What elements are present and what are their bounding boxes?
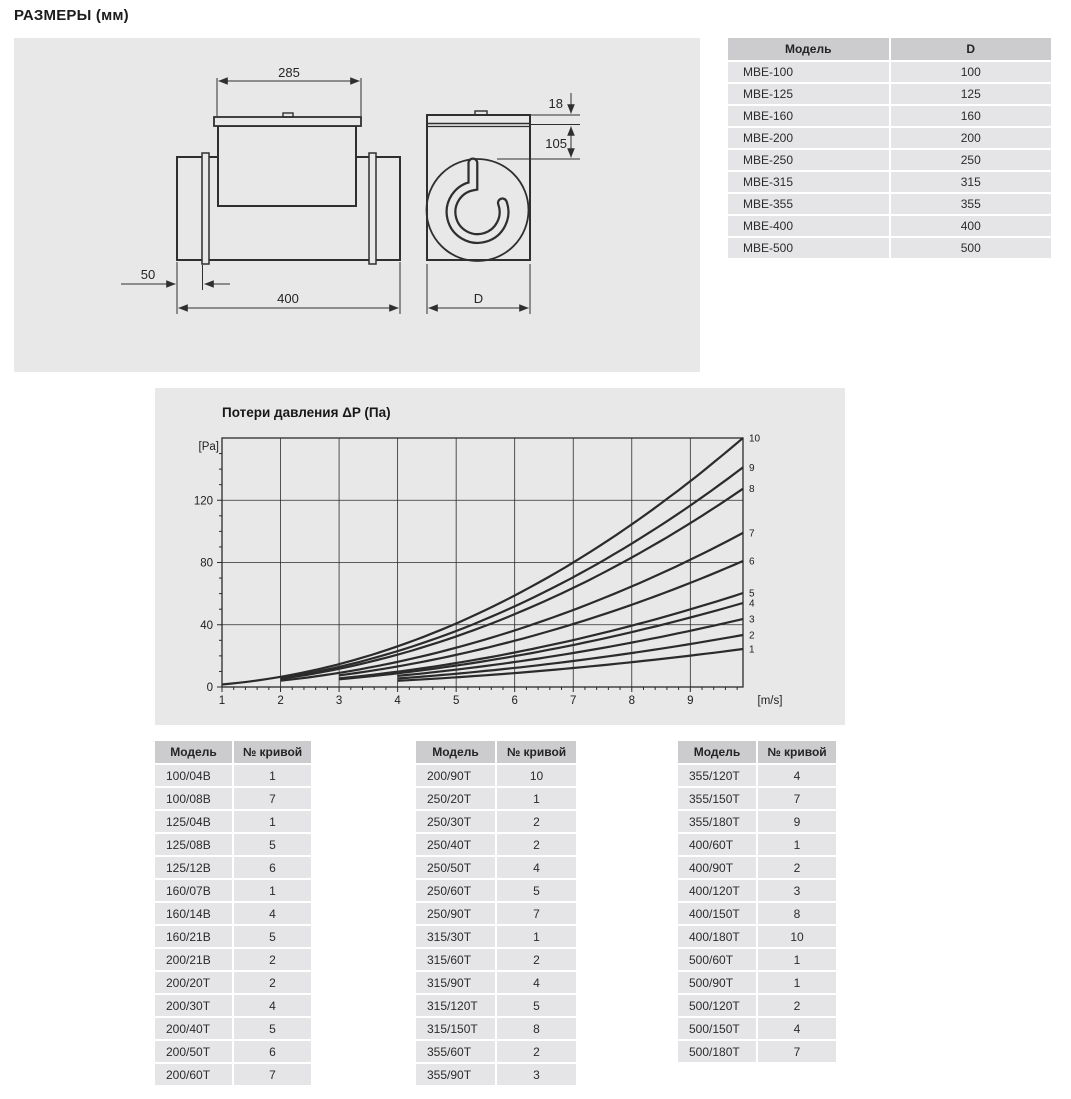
front-view-cover-tab (475, 111, 487, 115)
cell-model: 250/90Т (416, 903, 495, 924)
table-row (155, 972, 311, 993)
cell-value: 200 (891, 128, 1052, 148)
y-tick-label: 80 (200, 557, 213, 570)
cell-value: 100 (891, 62, 1052, 82)
cell-value: 10 (758, 926, 836, 947)
curve-table-right (676, 739, 838, 1064)
x-tick-label: 4 (394, 695, 401, 707)
table-row (416, 1041, 576, 1062)
cell-model: 500/150Т (678, 1018, 756, 1039)
table-row (155, 834, 311, 855)
x-tick-label: 3 (335, 695, 343, 707)
table-row (416, 788, 576, 809)
cell-value: 5 (234, 926, 311, 947)
cell-value: 315 (891, 172, 1052, 192)
cell-value: 1 (234, 811, 311, 832)
table-row (728, 172, 1051, 192)
cell-value: 6 (234, 857, 311, 878)
table-row (416, 765, 576, 786)
cell-model: 250/50Т (416, 857, 495, 878)
curve-label-5: 5 (749, 588, 755, 600)
dim-inset: 50 (140, 267, 156, 282)
cell-value: 4 (234, 995, 311, 1016)
y-tick-label: 40 (200, 619, 213, 632)
curve-table-left (153, 739, 313, 1087)
table-row (728, 84, 1051, 104)
cell-model: МВЕ-250 (728, 150, 889, 170)
table-row (155, 995, 311, 1016)
cell-value: 4 (497, 972, 576, 993)
table-row (416, 903, 576, 924)
column-header: D (891, 38, 1052, 60)
cell-value: 355 (891, 194, 1052, 214)
dim-box-depth: 105 (545, 136, 567, 151)
table-row (416, 857, 576, 878)
cell-value: 250 (891, 150, 1052, 170)
curve-4 (339, 603, 743, 679)
cell-model: 160/21В (155, 926, 232, 947)
column-header: Модель (155, 741, 232, 763)
cell-model: 400/60Т (678, 834, 756, 855)
table-row (155, 811, 311, 832)
table-row (678, 834, 836, 855)
cell-model: 125/12В (155, 857, 232, 878)
table-row (155, 1064, 311, 1085)
cell-model: 500/180Т (678, 1041, 756, 1062)
cell-model: МВЕ-200 (728, 128, 889, 148)
cell-value: 5 (234, 834, 311, 855)
table-row (728, 216, 1051, 236)
table-row (728, 128, 1051, 148)
cell-value: 1 (234, 880, 311, 901)
dim-diameter: D (473, 291, 484, 306)
cell-value: 7 (234, 788, 311, 809)
dimensions-drawing (14, 38, 700, 372)
cell-value: 8 (497, 1018, 576, 1039)
cell-value: 8 (758, 903, 836, 924)
column-header: Модель (416, 741, 495, 763)
cell-model: 160/07В (155, 880, 232, 901)
table-row (416, 1018, 576, 1039)
cell-value: 2 (497, 834, 576, 855)
curve-label-1: 1 (749, 644, 755, 656)
table-row (678, 811, 836, 832)
side-view-left-flange (202, 153, 209, 264)
data-table (414, 739, 578, 1087)
table-row (678, 1018, 836, 1039)
cell-model: 355/150Т (678, 788, 756, 809)
cell-value: 2 (497, 949, 576, 970)
cell-model: 200/21В (155, 949, 232, 970)
table-row (416, 995, 576, 1016)
table-row (728, 238, 1051, 258)
cell-value: 125 (891, 84, 1052, 104)
cell-value: 7 (234, 1064, 311, 1085)
pressure-loss-chart (155, 388, 845, 725)
side-view-right-flange (369, 153, 376, 264)
table-row (416, 834, 576, 855)
x-tick-label: 6 (511, 695, 518, 707)
cell-model: МВЕ-125 (728, 84, 889, 104)
cell-model: 250/30Т (416, 811, 495, 832)
drawing-panel (14, 38, 700, 372)
cell-value: 7 (758, 788, 836, 809)
cell-value: 1 (497, 926, 576, 947)
table-row (678, 788, 836, 809)
curve-label-4: 4 (749, 598, 755, 610)
cell-value: 2 (758, 995, 836, 1016)
cell-value: 2 (497, 1041, 576, 1062)
cell-value: 6 (234, 1041, 311, 1062)
x-tick-label: 5 (452, 695, 460, 707)
cell-value: 1 (234, 765, 311, 786)
data-table (676, 739, 838, 1064)
column-header: № кривой (497, 741, 576, 763)
cell-model: 355/120Т (678, 765, 756, 786)
x-tick-label: 7 (570, 695, 577, 707)
cell-model: 500/60Т (678, 949, 756, 970)
cell-value: 2 (758, 857, 836, 878)
cell-model: МВЕ-160 (728, 106, 889, 126)
curve-table-middle (414, 739, 578, 1087)
cell-value: 1 (758, 834, 836, 855)
cell-model: 315/120Т (416, 995, 495, 1016)
cell-model: МВЕ-100 (728, 62, 889, 82)
table-row (678, 926, 836, 947)
table-row (678, 995, 836, 1016)
cell-model: МВЕ-400 (728, 216, 889, 236)
table-row (155, 1018, 311, 1039)
table-row (728, 150, 1051, 170)
cell-value: 2 (497, 811, 576, 832)
cell-value: 3 (758, 880, 836, 901)
table-row (155, 1041, 311, 1062)
cell-value: 9 (758, 811, 836, 832)
cell-value: 7 (758, 1041, 836, 1062)
curve-label-6: 6 (749, 556, 755, 568)
x-axis-unit: [m/s] (757, 695, 783, 707)
table-row (155, 765, 311, 786)
cell-value: 5 (497, 995, 576, 1016)
model-d-table (726, 36, 1053, 260)
cell-value: 5 (234, 1018, 311, 1039)
cell-value: 4 (758, 1018, 836, 1039)
cell-model: 200/90Т (416, 765, 495, 786)
table-row (678, 972, 836, 993)
cell-model: 315/30Т (416, 926, 495, 947)
cell-model: 500/90Т (678, 972, 756, 993)
column-header: Модель (728, 38, 889, 60)
table-row (155, 788, 311, 809)
cell-value: 400 (891, 216, 1052, 236)
cell-model: 200/30Т (155, 995, 232, 1016)
cell-model: МВЕ-315 (728, 172, 889, 192)
table-row (678, 949, 836, 970)
cell-model: МВЕ-500 (728, 238, 889, 258)
dim-cover-height: 18 (548, 96, 563, 111)
cell-value: 1 (758, 972, 836, 993)
cell-value: 1 (497, 788, 576, 809)
x-tick-label: 9 (687, 695, 694, 707)
chart-panel (155, 388, 845, 725)
curve-label-7: 7 (749, 528, 755, 540)
table-row (678, 857, 836, 878)
curve-label-10: 10 (749, 433, 761, 445)
cell-model: 315/150Т (416, 1018, 495, 1039)
curve-label-2: 2 (749, 630, 755, 642)
table-row (416, 972, 576, 993)
x-tick-label: 2 (277, 695, 284, 707)
y-tick-label: 120 (193, 495, 213, 508)
table-row (416, 880, 576, 901)
chart-title: Потери давления ΔP (Па) (222, 405, 391, 420)
table-row (678, 880, 836, 901)
cell-model: 200/50Т (155, 1041, 232, 1062)
table-row (416, 926, 576, 947)
column-header: № кривой (758, 741, 836, 763)
cell-model: 200/20Т (155, 972, 232, 993)
cell-model: 160/14В (155, 903, 232, 924)
cell-model: 200/40Т (155, 1018, 232, 1039)
table-row (678, 903, 836, 924)
cell-model: 250/60Т (416, 880, 495, 901)
front-view (427, 111, 531, 261)
cell-value: 10 (497, 765, 576, 786)
cell-value: 2 (234, 972, 311, 993)
table-row (728, 106, 1051, 126)
cell-model: 315/90Т (416, 972, 495, 993)
cell-value: 4 (234, 903, 311, 924)
cell-model: 200/60Т (155, 1064, 232, 1085)
cell-value: 1 (758, 949, 836, 970)
cell-model: 400/90Т (678, 857, 756, 878)
cell-model: 400/150Т (678, 903, 756, 924)
table-row (155, 926, 311, 947)
curve-label-9: 9 (749, 462, 755, 474)
table-row (416, 949, 576, 970)
curve-label-8: 8 (749, 484, 755, 496)
cell-model: 500/120Т (678, 995, 756, 1016)
cell-value: 4 (497, 857, 576, 878)
dim-length: 400 (277, 291, 299, 306)
cell-model: 250/20Т (416, 788, 495, 809)
cell-model: 100/04В (155, 765, 232, 786)
data-table (726, 36, 1053, 260)
side-view-cover (214, 117, 361, 126)
table-row (678, 1041, 836, 1062)
table-row (155, 880, 311, 901)
cell-model: МВЕ-355 (728, 194, 889, 214)
cell-value: 5 (497, 880, 576, 901)
cell-model: 100/08В (155, 788, 232, 809)
cell-model: 125/08В (155, 834, 232, 855)
table-row (678, 765, 836, 786)
cell-value: 500 (891, 238, 1052, 258)
cell-model: 250/40Т (416, 834, 495, 855)
x-tick-label: 8 (628, 695, 635, 707)
side-view-cover-tab (283, 113, 293, 117)
table-row (416, 811, 576, 832)
page-title: РАЗМЕРЫ (мм) (14, 7, 129, 24)
cell-model: 125/04В (155, 811, 232, 832)
cell-model: 315/60Т (416, 949, 495, 970)
cell-value: 3 (497, 1064, 576, 1085)
side-view-terminal-box (218, 126, 356, 206)
table-row (728, 194, 1051, 214)
cell-model: 400/120Т (678, 880, 756, 901)
table-row (155, 857, 311, 878)
table-row (155, 949, 311, 970)
cell-value: 7 (497, 903, 576, 924)
cell-model: 400/180Т (678, 926, 756, 947)
x-tick-label: 1 (218, 695, 226, 707)
y-axis-unit: [Pa] (198, 441, 219, 453)
column-header: № кривой (234, 741, 311, 763)
cell-value: 160 (891, 106, 1052, 126)
cell-model: 355/180Т (678, 811, 756, 832)
cell-model: 355/90Т (416, 1064, 495, 1085)
y-tick-label: 0 (206, 682, 213, 694)
table-row (155, 903, 311, 924)
cell-value: 2 (234, 949, 311, 970)
data-table (153, 739, 313, 1087)
curve-label-3: 3 (749, 614, 755, 626)
table-row (416, 1064, 576, 1085)
dim-top-width: 285 (278, 65, 300, 80)
cell-model: 355/60Т (416, 1041, 495, 1062)
side-view (177, 113, 400, 264)
table-row (728, 62, 1051, 82)
cell-value: 4 (758, 765, 836, 786)
column-header: Модель (678, 741, 756, 763)
